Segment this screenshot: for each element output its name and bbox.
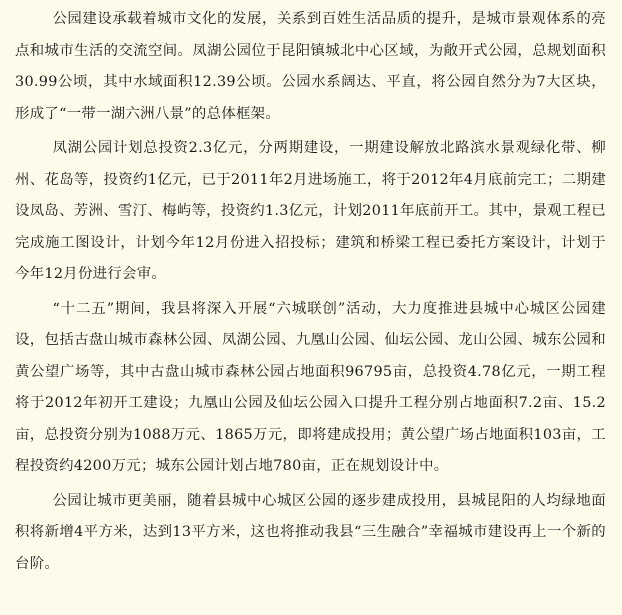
paragraph-park-overview: 公园建设承载着城市文化的发展，关系到百姓生活品质的提升，是城市景观体系的亮点和城市生活的交流空间。凤湖公园位于昆阳镇城北中心区域，为敞开式公园，总规划面积30.99公顷，其中水域面积12.39公顷。公园水系阔达、平直，将公园自然分为7大区块，形成了“一带一湖六洲八景”的总体框架。 xyxy=(15,11,606,122)
paragraph-five-year-plan: “十二五”期间，我县将深入开展“六城联创”活动，大力度推进县城中心城区公园建设，包括古盘山城市森林公园、凤湖公园、九凰山公园、仙坛公园、龙山公园、城东公园和黄公望广场等，其中古盘山城市森林公园占地面积96795亩，总投资4.78亿元，一期工程将于2012年初开工建设；九凰山公园及仙坛公园入口提升工程分别占地面积7.2亩、15.2亩，总投资分别为1088万元、1865万元，即将建成投用；黄公望广场占地面积103亩，工程投资约4200万元；城东公园计划占地780亩，正在规划设计中。 xyxy=(15,300,606,474)
paragraph-fenghu-investment: 凤湖公园计划总投资2.3亿元，分两期建设，一期建设解放北路滨水景观绿化带、柳州、花岛等，投资约1亿元，已于2011年2月进场施工，将于2012年4月底前完工；二期建设凤岛、芳洲、雪汀、梅屿等，投资约1.3亿元，计划2011年底前开工。其中，景观工程已完成施工图设计，计划今年12月份进入招投标；建筑和桥梁工程已委托方案设计，计划于今年12月份进行会审。 xyxy=(15,140,606,282)
paragraph-green-space: 公园让城市更美丽，随着县城中心城区公园的逐步建成投用，县城昆阳的人均绿地面积将新增4平方米，达到13平方米，这也将推动我县“三生融合”幸福城市建设再上一个新的台阶。 xyxy=(15,492,606,572)
